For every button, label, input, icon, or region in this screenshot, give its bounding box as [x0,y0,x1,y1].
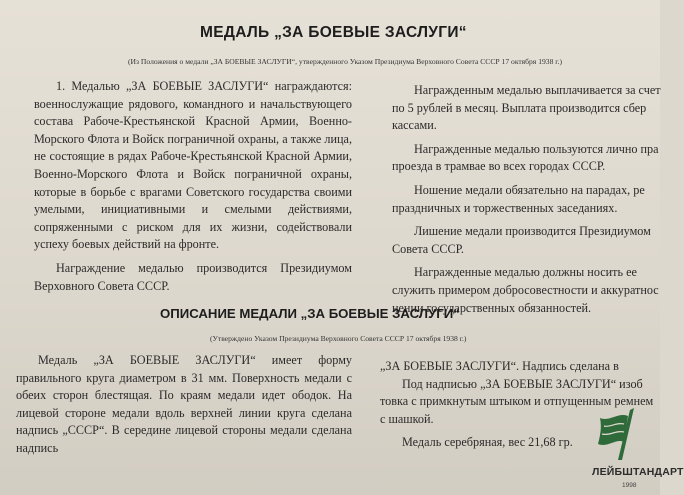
statute-left-column [34,78,352,295]
description-right-line: Медаль серебряная, вес 21,68 гр. [402,435,573,450]
statute-right-line: кассами. [392,118,437,133]
statute-right-line: праздничных и торжественных заседаниях. [392,200,618,215]
brand-year: 1998 [622,482,637,489]
description-left-column [16,352,352,458]
description-right-line: Под надписью „ЗА БОЕВЫЕ ЗАСЛУГИ“ изоб [402,376,643,391]
statute-right-line: Ношение медали обязательно на парадах, ре [414,182,645,197]
statute-right-line: проезда в трамвае во всех городах СССР. [392,159,606,174]
statute-right-line: Награжденным медалью выплачивается за счет [414,83,661,97]
statute-right-column [392,82,667,317]
statute-right-line: нении государственных обязанностей. [392,300,592,315]
statute-right-line: Награжденные медалью должны носить ее [414,265,637,280]
page-title: МЕДАЛЬ „ЗА БОЕВЫЕ ЗАСЛУГИ“ [200,24,467,41]
statute-right-line: Награжденные медалью пользуются лично пра [414,141,659,156]
description-subtitle: (Утверждено Указом Президиума Верховного Совета СССР 17 октября 1938 г.) [210,334,467,343]
flag-logo-icon [584,396,660,468]
statute-right-line: по 5 рублей в месяц. Выплата производится сбер [392,100,647,115]
statute-right-line: Совета СССР. [392,241,464,256]
statute-right-line: служить примером добросовестности и аккуратнос [392,282,659,297]
statute-paragraph-1: 1. Медалью „ЗА БОЕВЫЕ ЗАСЛУГИ“ награждаются: военнослужащие рядового, командного и начальствующего состава Рабоче-Крестьянской Красной Армии, Военно-Морского Флота и Войск пограничной охраны, а также лица, не состоящие в рядах Рабоче-Крестьянской Красной Армии, Военно-Морского Флота и Войск пограничной охраны, которые в борьбе с врагами Советского государства своими умелыми, инициативными и смелыми действиями, сопряженными с риском для их жизни, содействовали успеху боевых действий на фронте. [34,79,352,252]
statute-right-line: Лишение медали производится Президиумом [414,224,651,239]
description-title: ОПИСАНИЕ МЕДАЛИ „ЗА БОЕВЫЕ ЗАСЛУГИ“ [160,306,460,321]
description-paragraph: Медаль „ЗА БОЕВЫЕ ЗАСЛУГИ“ имеет форму правильного круга диаметром в 31 мм. Поверхность медали с обеих сторон блестящая. По краям медали идет ободок. На лицевой стороне медали вдоль верхней линии круга сделана надпись „СССР“. В середине лицевой стороны медали сделана надпись [16,353,352,455]
description-right-line: с шашкой. [380,411,434,426]
brand-name: ЛЕЙБШТАНДАРТ [592,466,684,478]
page-subtitle: (Из Положения о медали „ЗА БОЕВЫЕ ЗАСЛУГИ“, утвержденного Указом Президиума Верховного Совета СССР 17 октября 1938 г.) [128,57,562,66]
description-right-line: товка с примкнутым штыком и отпущенным ремнем [380,394,654,409]
description-right-line: „ЗА БОЕВЫЕ ЗАСЛУГИ“. Надпись сделана в [380,359,619,373]
statute-paragraph-2: Награждение медалью производится Президиумом Верховного Совета СССР. [34,260,352,293]
brand-watermark [584,396,684,495]
